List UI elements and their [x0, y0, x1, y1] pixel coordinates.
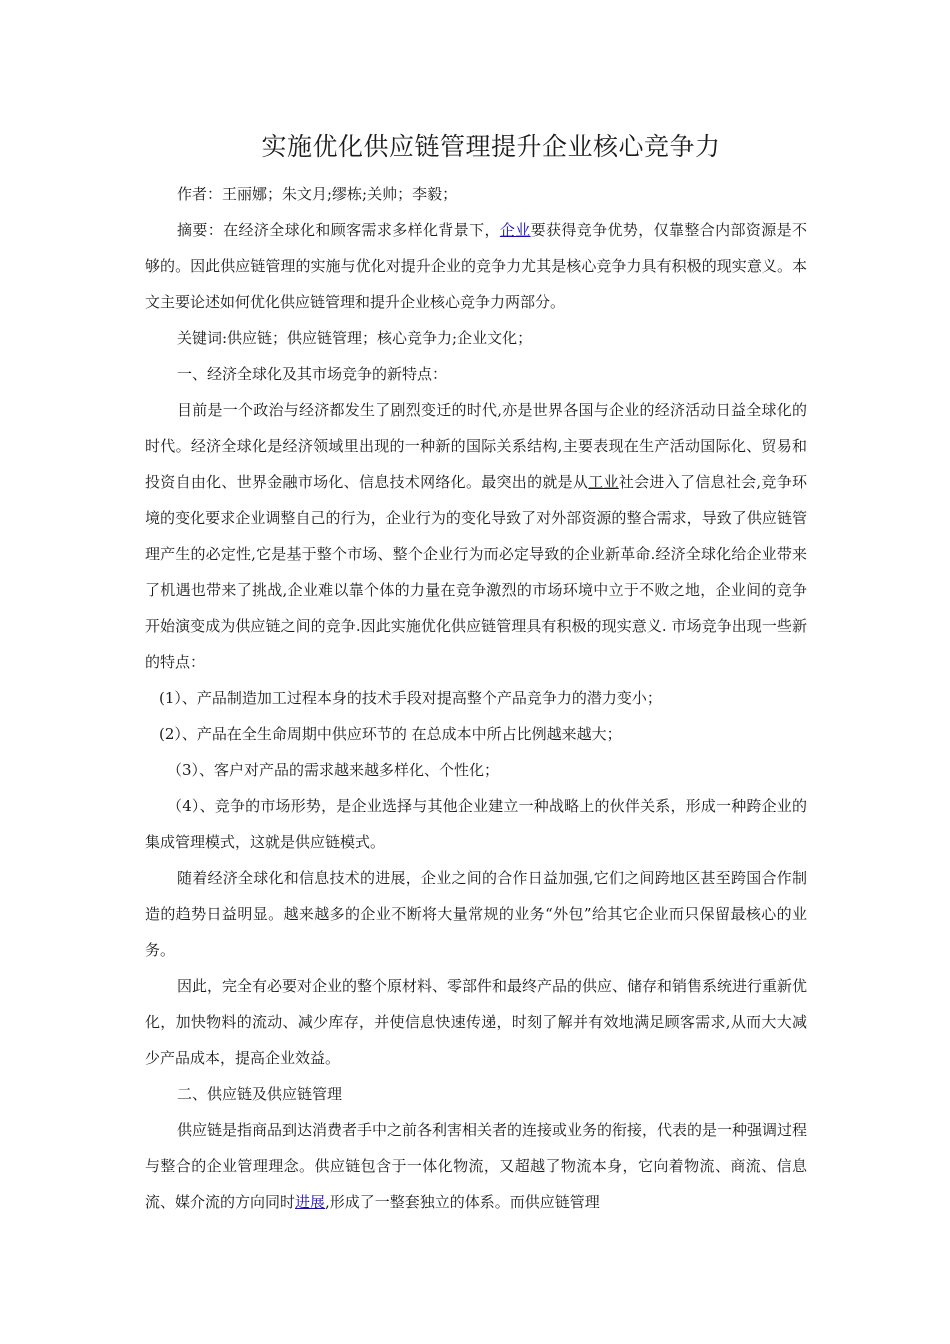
paragraph-cooperation: 随着经济全球化和信息技术的进展，企业之间的合作日益加强,它们之间跨地区甚至跨国合作制造的趋势日益明显。越来越多的企业不断将大量常规的业务“外包”给其它企业而只保留最核心的业务。 [145, 869, 807, 959]
abstract-text-start: 摘要：在经济全球化和顾客需求多样化背景下， [177, 221, 500, 239]
link-industry[interactable]: 工业 [588, 473, 619, 491]
list-item: （4）、竞争的市场形势，是企业选择与其他企业建立一种战略上的伙伴关系，形成一种跨企业的集成管理模式，这就是供应链模式。 [145, 797, 807, 851]
list-item: (1）、产品制造加工过程本身的技术手段对提高整个产品竞争力的潜力变小； [159, 689, 662, 707]
document-title: 实施优化供应链管理提升企业核心竞争力 [261, 132, 721, 161]
keywords-line: 关键词:供应链；供应链管理；核心竞争力;企业文化； [177, 329, 533, 347]
paragraph-text-start: 目前是一个政治与经济都发生了剧烈变迁的时代,亦是世界各国与企业的经济活动日益全球化的时代。经济全球化是经济领域里出现的一种新的国际关系结构,主要表现在生产活动国际化、贸易和投资自由化、世界金融市场化、信息技术网络化。最突出的就是从 [145, 401, 807, 491]
paragraph-globalization [145, 392, 807, 680]
abstract-paragraph [145, 212, 807, 320]
abstract-text-end: 要获得竞争优势，仅靠整合内部资源是不够的。因此供应链管理的实施与优化对提升企业的竞争力尤其是核心竞争力具有积极的现实意义。本文主要论述如何优化供应链管理和提升企业核心竞争力两部分。 [145, 221, 807, 311]
paragraph-text-end: ,形成了一整套独立的体系。而供应链管理 [325, 1193, 600, 1211]
document-page [145, 128, 807, 1220]
section-2-heading: 二、供应链及供应链管理 [177, 1085, 343, 1103]
paragraph-supply-chain [145, 1112, 807, 1220]
list-item: (2）、产品在全生命周期中供应环节的 在总成本中所占比例越来越大； [159, 725, 622, 743]
link-enterprise[interactable]: 企业 [499, 221, 531, 239]
paragraph-text-end: 社会进入了信息社会,竞争环境的变化要求企业调整自己的行为，企业行为的变化导致了对外部资源的整合需求，导致了供应链管理产生的必定性,它是基于整个市场、整个企业行为而必定导致的企业新革命.经济全球化给企业带来了机遇也带来了挑战,企业难以靠个体的力量在竞争激烈的市场环境中立于不败之地，企业间的竞争开始演变成为供应链之间的竞争.因此实施优化供应链管理具有积极的现实意义. 市场竞争出现一些新的特点： [145, 473, 807, 671]
paragraph-text-start: 供应链是指商品到达消费者手中之前各利害相关者的连接或业务的衔接，代表的是一种强调过程与整合的企业管理理念。供应链包含于一体化物流，又超越了物流本身，它向着物流、商流、信息流、媒介流的方向同时 [145, 1121, 808, 1211]
section-1-heading: 一、经济全球化及其市场竞争的新特点： [177, 365, 448, 383]
authors-line: 作者：王丽娜；朱文月;缪栋;关帅；李毅； [177, 185, 458, 203]
list-item: （3）、客户对产品的需求越来越多样化、个性化； [167, 761, 500, 779]
link-progress[interactable]: 进展 [295, 1193, 326, 1211]
paragraph-optimization: 因此，完全有必要对企业的整个原材料、零部件和最终产品的供应、储存和销售系统进行重新优化，加快物料的流动、减少库存，并使信息快速传递，时刻了解并有效地满足顾客需求,从而大大减少产品成本，提高企业效益。 [145, 977, 808, 1067]
